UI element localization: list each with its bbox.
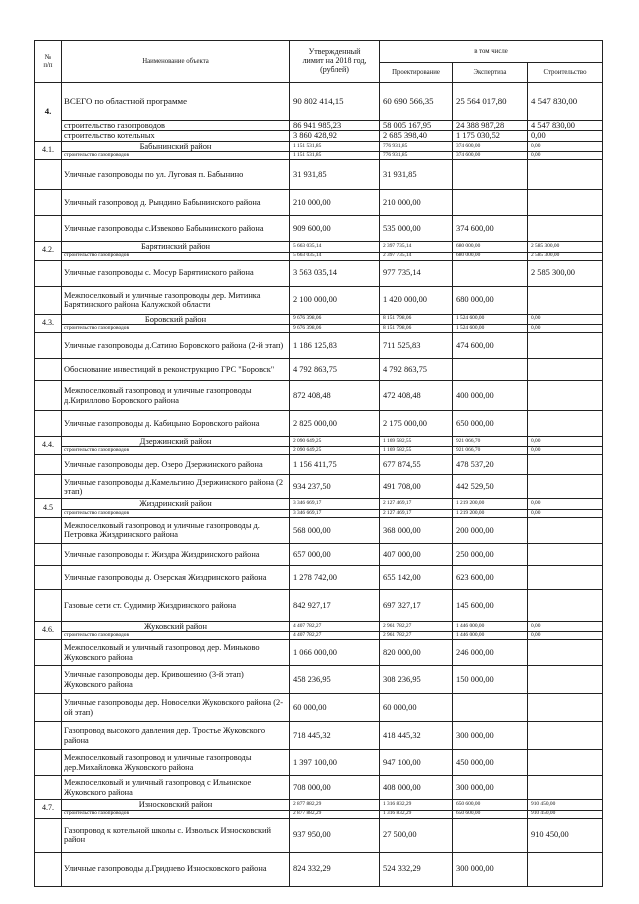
object-expert: 623 600,00 <box>453 565 528 589</box>
object-design: 31 931,85 <box>380 160 453 190</box>
section-design: 1 169 582,55 <box>380 437 453 447</box>
subtotal-row <box>35 632 603 640</box>
object-limit: 210 000,00 <box>290 190 380 216</box>
section-limit: 2 090 649,25 <box>290 437 380 447</box>
section-limit: 4 407 782,27 <box>290 621 380 631</box>
total-gas-name: строительство газопроводов <box>62 121 290 131</box>
object-name: Уличные газопроводы г. Жиздра Жиздринского района <box>62 543 290 565</box>
subtotal-limit: 4 407 782,27 <box>290 632 380 640</box>
section-row <box>35 141 603 151</box>
object-expert: 300 000,00 <box>453 852 528 886</box>
object-build <box>528 216 603 242</box>
district-name: Бабынинский район <box>62 141 290 151</box>
subtotal-design: 776 931,85 <box>380 152 453 160</box>
total-boil-name: строительство котельных <box>62 131 290 141</box>
object-name: Обоснование инвестиций в реконструкцию ГРС "Боровск" <box>62 359 290 381</box>
section-build: 0,00 <box>528 314 603 324</box>
total-gas-expert: 24 388 987,28 <box>453 121 528 131</box>
table-row <box>35 750 603 776</box>
empty-cell <box>35 455 62 475</box>
empty-cell <box>35 333 62 359</box>
object-limit: 1 156 411,75 <box>290 455 380 475</box>
district-name: Барятинский район <box>62 242 290 252</box>
object-build <box>528 694 603 722</box>
section-num: 4.6. <box>35 621 62 639</box>
object-design: 491 708,00 <box>380 475 453 499</box>
object-design: 1 420 000,00 <box>380 286 453 314</box>
empty-cell <box>35 286 62 314</box>
empty-cell <box>35 852 62 886</box>
object-build <box>528 411 603 437</box>
object-name: Уличные газопроводы д.Сатино Боровского района (2-й этап) <box>62 333 290 359</box>
section-num: 4.2. <box>35 242 62 260</box>
object-design: 977 735,14 <box>380 260 453 286</box>
empty-cell <box>35 818 62 852</box>
col-expert-header: Экспертиза <box>453 63 528 83</box>
col-design-header: Проектирование <box>380 63 453 83</box>
section-num: 4.1. <box>35 141 62 159</box>
section-limit: 1 151 531,85 <box>290 141 380 151</box>
district-name: Жиздринский район <box>62 499 290 509</box>
object-limit: 824 332,29 <box>290 852 380 886</box>
total-gas-build: 4 547 830,00 <box>528 121 603 131</box>
section-build: 0,00 <box>528 621 603 631</box>
subtotal-limit: 3 346 669,17 <box>290 509 380 517</box>
table-row <box>35 216 603 242</box>
subtotal-row <box>35 509 603 517</box>
object-design: 418 445,32 <box>380 722 453 750</box>
empty-cell <box>35 640 62 666</box>
object-design: 711 525,83 <box>380 333 453 359</box>
empty-cell <box>35 475 62 499</box>
object-expert: 150 000,00 <box>453 666 528 694</box>
object-name: Межпоселковый газопровод и уличные газопроводы д.Кириллово Боровского района <box>62 381 290 411</box>
object-limit: 60 000,00 <box>290 694 380 722</box>
section-design: 776 931,85 <box>380 141 453 151</box>
subtotal-limit: 5 663 035,14 <box>290 252 380 260</box>
subtotal-limit: 9 676 398,06 <box>290 325 380 333</box>
object-build <box>528 455 603 475</box>
object-expert <box>453 694 528 722</box>
col-num-header: № п/п <box>35 41 62 83</box>
section-design: 2 127 469,17 <box>380 499 453 509</box>
object-limit: 718 445,32 <box>290 722 380 750</box>
subtotal-expert: 1 446 000,00 <box>453 632 528 640</box>
empty-cell <box>35 543 62 565</box>
object-name: Межпоселковый и уличный газопровод дер. Миньково Жуковского района <box>62 640 290 666</box>
table-row <box>35 776 603 800</box>
total-row <box>35 83 603 121</box>
section-num: 4.5 <box>35 499 62 517</box>
object-name: Уличные газопроводы д. Озерская Жиздринского района <box>62 565 290 589</box>
table-row <box>35 286 603 314</box>
subtotal-design: 8 151 798,06 <box>380 325 453 333</box>
total-build: 4 547 830,00 <box>528 83 603 121</box>
subtotal-name: строительство газопроводов <box>62 252 290 260</box>
object-build <box>528 286 603 314</box>
empty-cell <box>35 190 62 216</box>
object-limit: 458 236,95 <box>290 666 380 694</box>
subtotal-design: 2 961 782,27 <box>380 632 453 640</box>
object-design: 368 000,00 <box>380 517 453 543</box>
section-design: 2 961 782,27 <box>380 621 453 631</box>
object-limit: 3 563 035,14 <box>290 260 380 286</box>
table-row <box>35 190 603 216</box>
budget-table-sheet <box>34 40 602 887</box>
total-limit: 90 802 414,15 <box>290 83 380 121</box>
subtotal-build: 0,00 <box>528 509 603 517</box>
total-boil-row <box>35 131 603 141</box>
object-expert: 374 600,00 <box>453 216 528 242</box>
subtotal-build: 910 450,00 <box>528 810 603 818</box>
col-limit-header: Утвержденный лимит на 2018 год, (рублей) <box>290 41 380 83</box>
object-expert: 650 000,00 <box>453 411 528 437</box>
table-row <box>35 411 603 437</box>
empty-cell <box>35 776 62 800</box>
object-build <box>528 543 603 565</box>
object-expert: 145 600,00 <box>453 589 528 621</box>
subtotal-name: строительство газопроводов <box>62 509 290 517</box>
subtotal-expert: 1 219 200,00 <box>453 509 528 517</box>
table-row <box>35 589 603 621</box>
section-design: 1 316 832,29 <box>380 800 453 810</box>
object-design: 655 142,00 <box>380 565 453 589</box>
section-expert: 1 524 600,00 <box>453 314 528 324</box>
table-row <box>35 517 603 543</box>
section-row <box>35 621 603 631</box>
subtotal-name: строительство газопроводов <box>62 632 290 640</box>
section-expert: 374 600,00 <box>453 141 528 151</box>
subtotal-limit: 2 877 882,29 <box>290 810 380 818</box>
object-limit: 934 237,50 <box>290 475 380 499</box>
object-design: 27 500,00 <box>380 818 453 852</box>
object-design: 947 100,00 <box>380 750 453 776</box>
subtotal-row <box>35 810 603 818</box>
object-name: Межпоселковый газопровод и уличные газопроводы д. Петровка Жиздринского района <box>62 517 290 543</box>
empty-cell <box>35 160 62 190</box>
object-expert <box>453 160 528 190</box>
table-row <box>35 333 603 359</box>
object-build: 2 585 300,00 <box>528 260 603 286</box>
subtotal-expert: 1 524 600,00 <box>453 325 528 333</box>
object-limit: 2 825 000,00 <box>290 411 380 437</box>
total-num: 4. <box>35 83 62 142</box>
object-build <box>528 640 603 666</box>
object-build <box>528 776 603 800</box>
budget-table <box>34 40 603 887</box>
empty-cell <box>35 381 62 411</box>
object-name: Уличные газопроводы дер. Новоселки Жуковского района (2-ой этап) <box>62 694 290 722</box>
subtotal-design: 2 397 735,14 <box>380 252 453 260</box>
object-expert: 246 000,00 <box>453 640 528 666</box>
subtotal-design: 1 316 832,29 <box>380 810 453 818</box>
col-build-header: Строительство <box>528 63 603 83</box>
section-design: 8 151 798,06 <box>380 314 453 324</box>
section-limit: 3 346 669,17 <box>290 499 380 509</box>
section-num: 4.3. <box>35 314 62 332</box>
section-build: 910 450,00 <box>528 800 603 810</box>
district-name: Жуковский район <box>62 621 290 631</box>
total-gas-limit: 86 941 985,23 <box>290 121 380 131</box>
subtotal-design: 2 127 469,17 <box>380 509 453 517</box>
object-limit: 937 950,00 <box>290 818 380 852</box>
header-row <box>35 41 603 63</box>
subtotal-name: строительство газопроводов <box>62 325 290 333</box>
subtotal-expert: 921 066,70 <box>453 447 528 455</box>
table-row <box>35 565 603 589</box>
object-design: 4 792 863,75 <box>380 359 453 381</box>
object-limit: 568 000,00 <box>290 517 380 543</box>
subtotal-design: 1 169 582,55 <box>380 447 453 455</box>
empty-cell <box>35 722 62 750</box>
col-incl-header: в том числе <box>380 41 603 63</box>
object-limit: 1 397 100,00 <box>290 750 380 776</box>
object-expert: 300 000,00 <box>453 776 528 800</box>
empty-cell <box>35 216 62 242</box>
object-design: 60 000,00 <box>380 694 453 722</box>
total-boil-build: 0,00 <box>528 131 603 141</box>
object-expert: 200 000,00 <box>453 517 528 543</box>
total-expert: 25 564 017,80 <box>453 83 528 121</box>
object-build <box>528 190 603 216</box>
section-expert: 680 000,00 <box>453 242 528 252</box>
section-row <box>35 800 603 810</box>
section-num: 4.7. <box>35 800 62 818</box>
subtotal-build: 2 585 300,00 <box>528 252 603 260</box>
empty-cell <box>35 750 62 776</box>
table-row <box>35 475 603 499</box>
empty-cell <box>35 411 62 437</box>
object-design: 408 000,00 <box>380 776 453 800</box>
object-build <box>528 359 603 381</box>
object-limit: 4 792 863,75 <box>290 359 380 381</box>
total-gas-design: 58 005 167,95 <box>380 121 453 131</box>
object-expert <box>453 260 528 286</box>
object-name: Уличные газопроводы с.Извеково Бабынинского района <box>62 216 290 242</box>
section-row <box>35 437 603 447</box>
object-name: Газовые сети ст. Судимир Жиздринского района <box>62 589 290 621</box>
object-design: 472 408,48 <box>380 381 453 411</box>
section-row <box>35 242 603 252</box>
subtotal-expert: 680 000,00 <box>453 252 528 260</box>
table-row <box>35 666 603 694</box>
object-expert: 474 600,00 <box>453 333 528 359</box>
subtotal-build: 0,00 <box>528 632 603 640</box>
subtotal-expert: 650 600,00 <box>453 810 528 818</box>
subtotal-build: 0,00 <box>528 152 603 160</box>
object-expert <box>453 818 528 852</box>
subtotal-row <box>35 447 603 455</box>
section-expert: 921 066,70 <box>453 437 528 447</box>
object-build <box>528 333 603 359</box>
total-gas-row <box>35 121 603 131</box>
section-expert: 650 600,00 <box>453 800 528 810</box>
object-name: Газопровод высокого давления дер. Тростье Жуковского района <box>62 722 290 750</box>
section-limit: 5 663 035,14 <box>290 242 380 252</box>
subtotal-build: 0,00 <box>528 447 603 455</box>
subtotal-build: 0,00 <box>528 325 603 333</box>
object-limit: 1 278 742,00 <box>290 565 380 589</box>
subtotal-limit: 1 151 531,85 <box>290 152 380 160</box>
object-limit: 2 100 000,00 <box>290 286 380 314</box>
table-row <box>35 722 603 750</box>
subtotal-name: строительство газопроводов <box>62 810 290 818</box>
section-row <box>35 314 603 324</box>
object-name: Уличные газопроводы д.Гриднево Износковского района <box>62 852 290 886</box>
object-design: 535 000,00 <box>380 216 453 242</box>
section-limit: 2 877 882,29 <box>290 800 380 810</box>
object-limit: 872 408,48 <box>290 381 380 411</box>
total-design: 60 690 566,35 <box>380 83 453 121</box>
object-design: 2 175 000,00 <box>380 411 453 437</box>
table-row <box>35 852 603 886</box>
object-name: Уличные газопроводы дер. Кривошеино (3-й этап) Жуковского района <box>62 666 290 694</box>
object-limit: 909 600,00 <box>290 216 380 242</box>
object-expert: 300 000,00 <box>453 722 528 750</box>
object-expert <box>453 359 528 381</box>
object-expert: 450 000,00 <box>453 750 528 776</box>
object-limit: 1 186 125,83 <box>290 333 380 359</box>
object-limit: 31 931,85 <box>290 160 380 190</box>
section-expert: 1 446 000,00 <box>453 621 528 631</box>
section-build: 0,00 <box>528 141 603 151</box>
object-build <box>528 381 603 411</box>
subtotal-limit: 2 090 649,25 <box>290 447 380 455</box>
table-row <box>35 640 603 666</box>
object-build <box>528 666 603 694</box>
col-name-header: Наименование объекта <box>62 41 290 83</box>
object-limit: 1 066 000,00 <box>290 640 380 666</box>
object-expert: 400 000,00 <box>453 381 528 411</box>
object-name: Межпоселковый и уличные газопроводы дер. Митинка Барятинского района Калужской области <box>62 286 290 314</box>
table-row <box>35 359 603 381</box>
table-row <box>35 160 603 190</box>
object-build <box>528 722 603 750</box>
subtotal-name: строительство газопроводов <box>62 447 290 455</box>
object-build <box>528 565 603 589</box>
object-expert: 680 000,00 <box>453 286 528 314</box>
empty-cell <box>35 666 62 694</box>
total-boil-limit: 3 860 428,92 <box>290 131 380 141</box>
empty-cell <box>35 260 62 286</box>
object-name: Межпоселковый газопровод и уличные газопроводы дер.Михайловка Жуковского района <box>62 750 290 776</box>
table-row <box>35 818 603 852</box>
object-limit: 657 000,00 <box>290 543 380 565</box>
object-name: Уличные газопроводы д.Камельгино Дзержинского района (2 этап) <box>62 475 290 499</box>
object-name: Уличные газопроводы д. Кабицыно Боровского района <box>62 411 290 437</box>
object-expert <box>453 190 528 216</box>
section-limit: 9 676 398,06 <box>290 314 380 324</box>
table-row <box>35 694 603 722</box>
empty-cell <box>35 517 62 543</box>
empty-cell <box>35 589 62 621</box>
section-row <box>35 499 603 509</box>
object-name: Уличные газопроводы по ул. Луговая п. Бабынино <box>62 160 290 190</box>
section-design: 2 397 735,14 <box>380 242 453 252</box>
object-name: Уличные газопроводы с. Мосур Барятинского района <box>62 260 290 286</box>
object-design: 677 874,55 <box>380 455 453 475</box>
object-design: 308 236,95 <box>380 666 453 694</box>
object-build <box>528 852 603 886</box>
object-design: 407 000,00 <box>380 543 453 565</box>
object-expert: 250 000,00 <box>453 543 528 565</box>
table-row <box>35 543 603 565</box>
object-build: 910 450,00 <box>528 818 603 852</box>
district-name: Боровский район <box>62 314 290 324</box>
object-design: 820 000,00 <box>380 640 453 666</box>
subtotal-row <box>35 325 603 333</box>
object-build <box>528 517 603 543</box>
total-boil-expert: 1 175 030,52 <box>453 131 528 141</box>
section-num: 4.4. <box>35 437 62 455</box>
section-build: 0,00 <box>528 499 603 509</box>
total-name: ВСЕГО по областной программе <box>62 83 290 121</box>
object-build <box>528 750 603 776</box>
section-expert: 1 219 200,00 <box>453 499 528 509</box>
object-name: Уличные газопроводы дер. Озеро Дзержинского района <box>62 455 290 475</box>
district-name: Износковский район <box>62 800 290 810</box>
object-build <box>528 589 603 621</box>
object-build <box>528 475 603 499</box>
object-build <box>528 160 603 190</box>
subtotal-row <box>35 152 603 160</box>
object-expert: 478 537,20 <box>453 455 528 475</box>
object-name: Межпоселковый и уличный газопровод с Ильинское Жуковского района <box>62 776 290 800</box>
table-row <box>35 455 603 475</box>
empty-cell <box>35 694 62 722</box>
object-expert: 442 529,50 <box>453 475 528 499</box>
empty-cell <box>35 565 62 589</box>
table-row <box>35 260 603 286</box>
subtotal-name: строительство газопроводов <box>62 152 290 160</box>
object-design: 524 332,29 <box>380 852 453 886</box>
subtotal-row <box>35 252 603 260</box>
object-design: 697 327,17 <box>380 589 453 621</box>
object-name: Газопровод к котельной школы с. Извольск Износковский район <box>62 818 290 852</box>
table-row <box>35 381 603 411</box>
object-name: Уличный газопровод д. Рындино Бабынинского района <box>62 190 290 216</box>
object-design: 210 000,00 <box>380 190 453 216</box>
section-build: 2 585 300,00 <box>528 242 603 252</box>
district-name: Дзержинский район <box>62 437 290 447</box>
subtotal-expert: 374 600,00 <box>453 152 528 160</box>
object-limit: 842 927,17 <box>290 589 380 621</box>
section-build: 0,00 <box>528 437 603 447</box>
object-limit: 708 000,00 <box>290 776 380 800</box>
empty-cell <box>35 359 62 381</box>
total-boil-design: 2 685 398,40 <box>380 131 453 141</box>
